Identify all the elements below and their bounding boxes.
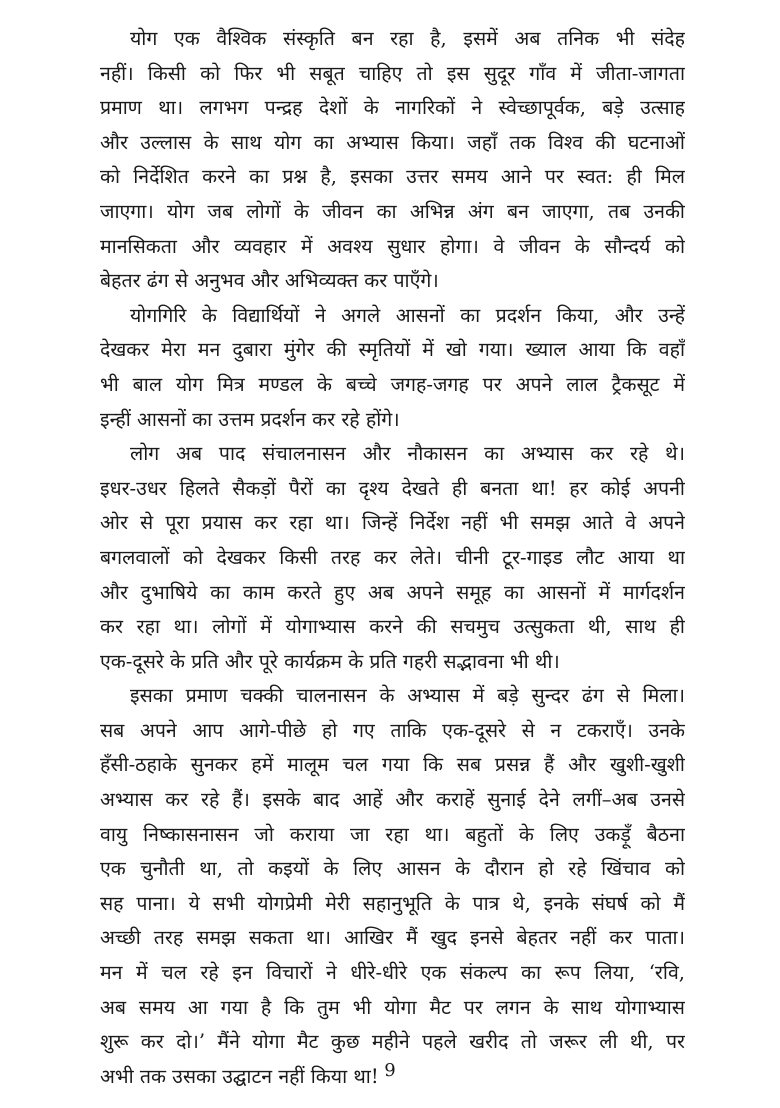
- text-line: प्रमाण था। लगभग पन्द्रह देशों के नागरिकों ने स्वेच्छापूर्वक, बड़े उत्साह: [100, 96, 685, 120]
- text-line: सह पाना। ये सभी योगप्रेमी मेरी सहानुभूति के पात्र थे, इनके संघर्ष को मैं: [100, 891, 685, 915]
- text-line: योगगिरि के विद्यार्थियों ने अगले आसनों का प्रदर्शन किया, और उन्हें: [130, 303, 685, 327]
- text-line: एक-दूसरे के प्रति और पूरे कार्यक्रम के प्रति गहरी सद्भावना भी थी।: [100, 649, 560, 673]
- text-line: अभी तक उसका उद्घाटन नहीं किया था!: [100, 1064, 379, 1088]
- text-line: कर रहा था। लोगों में योगाभ्यास करने की सचमुच उत्सुकता थी, साथ ही: [100, 615, 685, 639]
- text-line: वायु निष्कासनासन जो कराया जा रहा था। बहुतों के लिए उकड़ूँ बैठना: [100, 822, 685, 846]
- text-line: अब समय आ गया है कि तुम भी योगा मैट पर लगन के साथ योगाभ्यास: [100, 995, 685, 1019]
- text-line: अभ्यास कर रहे हैं। इसके बाद आहें और कराहें सुनाई देने लगीं–अब उनसे: [100, 788, 685, 812]
- page-number: 9: [384, 1060, 396, 1081]
- text-line: ओर से पूरा प्रयास कर रहा था। जिन्हें निर्देश नहीं भी समझ आते वे अपने: [100, 511, 685, 535]
- text-line: बगलवालों को देखकर किसी तरह कर लेते। चीनी टूर-गाइड लौट आया था: [100, 545, 685, 569]
- text-line: लोग अब पाद संचालनासन और नौकासन का अभ्यास कर रहे थे।: [130, 442, 685, 466]
- text-line: मानसिकता और व्यवहार में अवश्य सुधार होगा। वे जीवन के सौन्दर्य को: [100, 234, 685, 258]
- paragraph: [100, 299, 685, 437]
- text-line: सब अपने आप आगे-पीछे हो गए ताकि एक-दूसरे से न टकराएँ। उनके: [100, 718, 685, 742]
- text-line: मन में चल रहे इन विचारों ने धीरे-धीरे एक संकल्प का रूप लिया, ‘रवि,: [100, 961, 685, 985]
- text-line: इधर-उधर हिलते सैकड़ों पैरों का दृश्य देखते ही बनता था! हर कोई अपनी: [100, 476, 685, 500]
- text-line: योग एक वैश्विक संस्कृति बन रहा है, इसमें अब तनिक भी संदेह: [130, 27, 685, 50]
- text-line: और उल्लास के साथ योग का अभ्यास किया। जहाँ तक विश्व की घटनाओं: [100, 130, 685, 154]
- page-body: [100, 22, 685, 1094]
- text-line: अच्छी तरह समझ सकता था। आखिर मैं खुद इनसे बेहतर नहीं कर पाता।: [100, 926, 685, 950]
- paragraph: [100, 22, 685, 299]
- text-line: नहीं। किसी को फिर भी सबूत चाहिए तो इस सुदूर गाँव में जीता-जागता: [100, 61, 685, 85]
- text-line: और दुभाषिये का काम करते हुए अब अपने समूह का आसनों में मार्गदर्शन: [100, 580, 685, 604]
- text-line: इन्हीं आसनों का उत्तम प्रदर्शन कर रहे होंगे।: [100, 407, 400, 431]
- text-line: इसका प्रमाण चक्की चालनासन के अभ्यास में बड़े सुन्दर ढंग से मिला।: [130, 684, 685, 708]
- paragraph: [100, 437, 685, 679]
- text-line: को निर्देशित करने का प्रश्न है, इसका उत्तर समय आने पर स्वत: ही मिल: [100, 165, 685, 189]
- text-line: शुरू कर दो।’ मैंने योगा मैट कुछ महीने पहले खरीद तो जरूर ली थी, पर: [100, 1030, 685, 1054]
- text-line: भी बाल योग मित्र मण्डल के बच्चे जगह-जगह पर अपने लाल ट्रैकसूट में: [100, 372, 685, 396]
- text-line: एक चुनौती था, तो कइयों के लिए आसन के दौरान हो रहे खिंचाव को: [100, 857, 685, 881]
- text-line: देखकर मेरा मन दुबारा मुंगेर की स्मृतियों में खो गया। ख्याल आया कि वहाँ: [100, 338, 685, 362]
- text-line: हँसी-ठहाके सुनकर हमें मालूम चल गया कि सब प्रसन्न हैं और खुशी-खुशी: [100, 753, 685, 777]
- paragraph: [100, 679, 685, 1094]
- text-line: जाएगा। योग जब लोगों के जीवन का अभिन्न अंग बन जाएगा, तब उनकी: [100, 199, 685, 223]
- text-line: बेहतर ढंग से अनुभव और अभिव्यक्त कर पाएँगे।: [100, 269, 439, 293]
